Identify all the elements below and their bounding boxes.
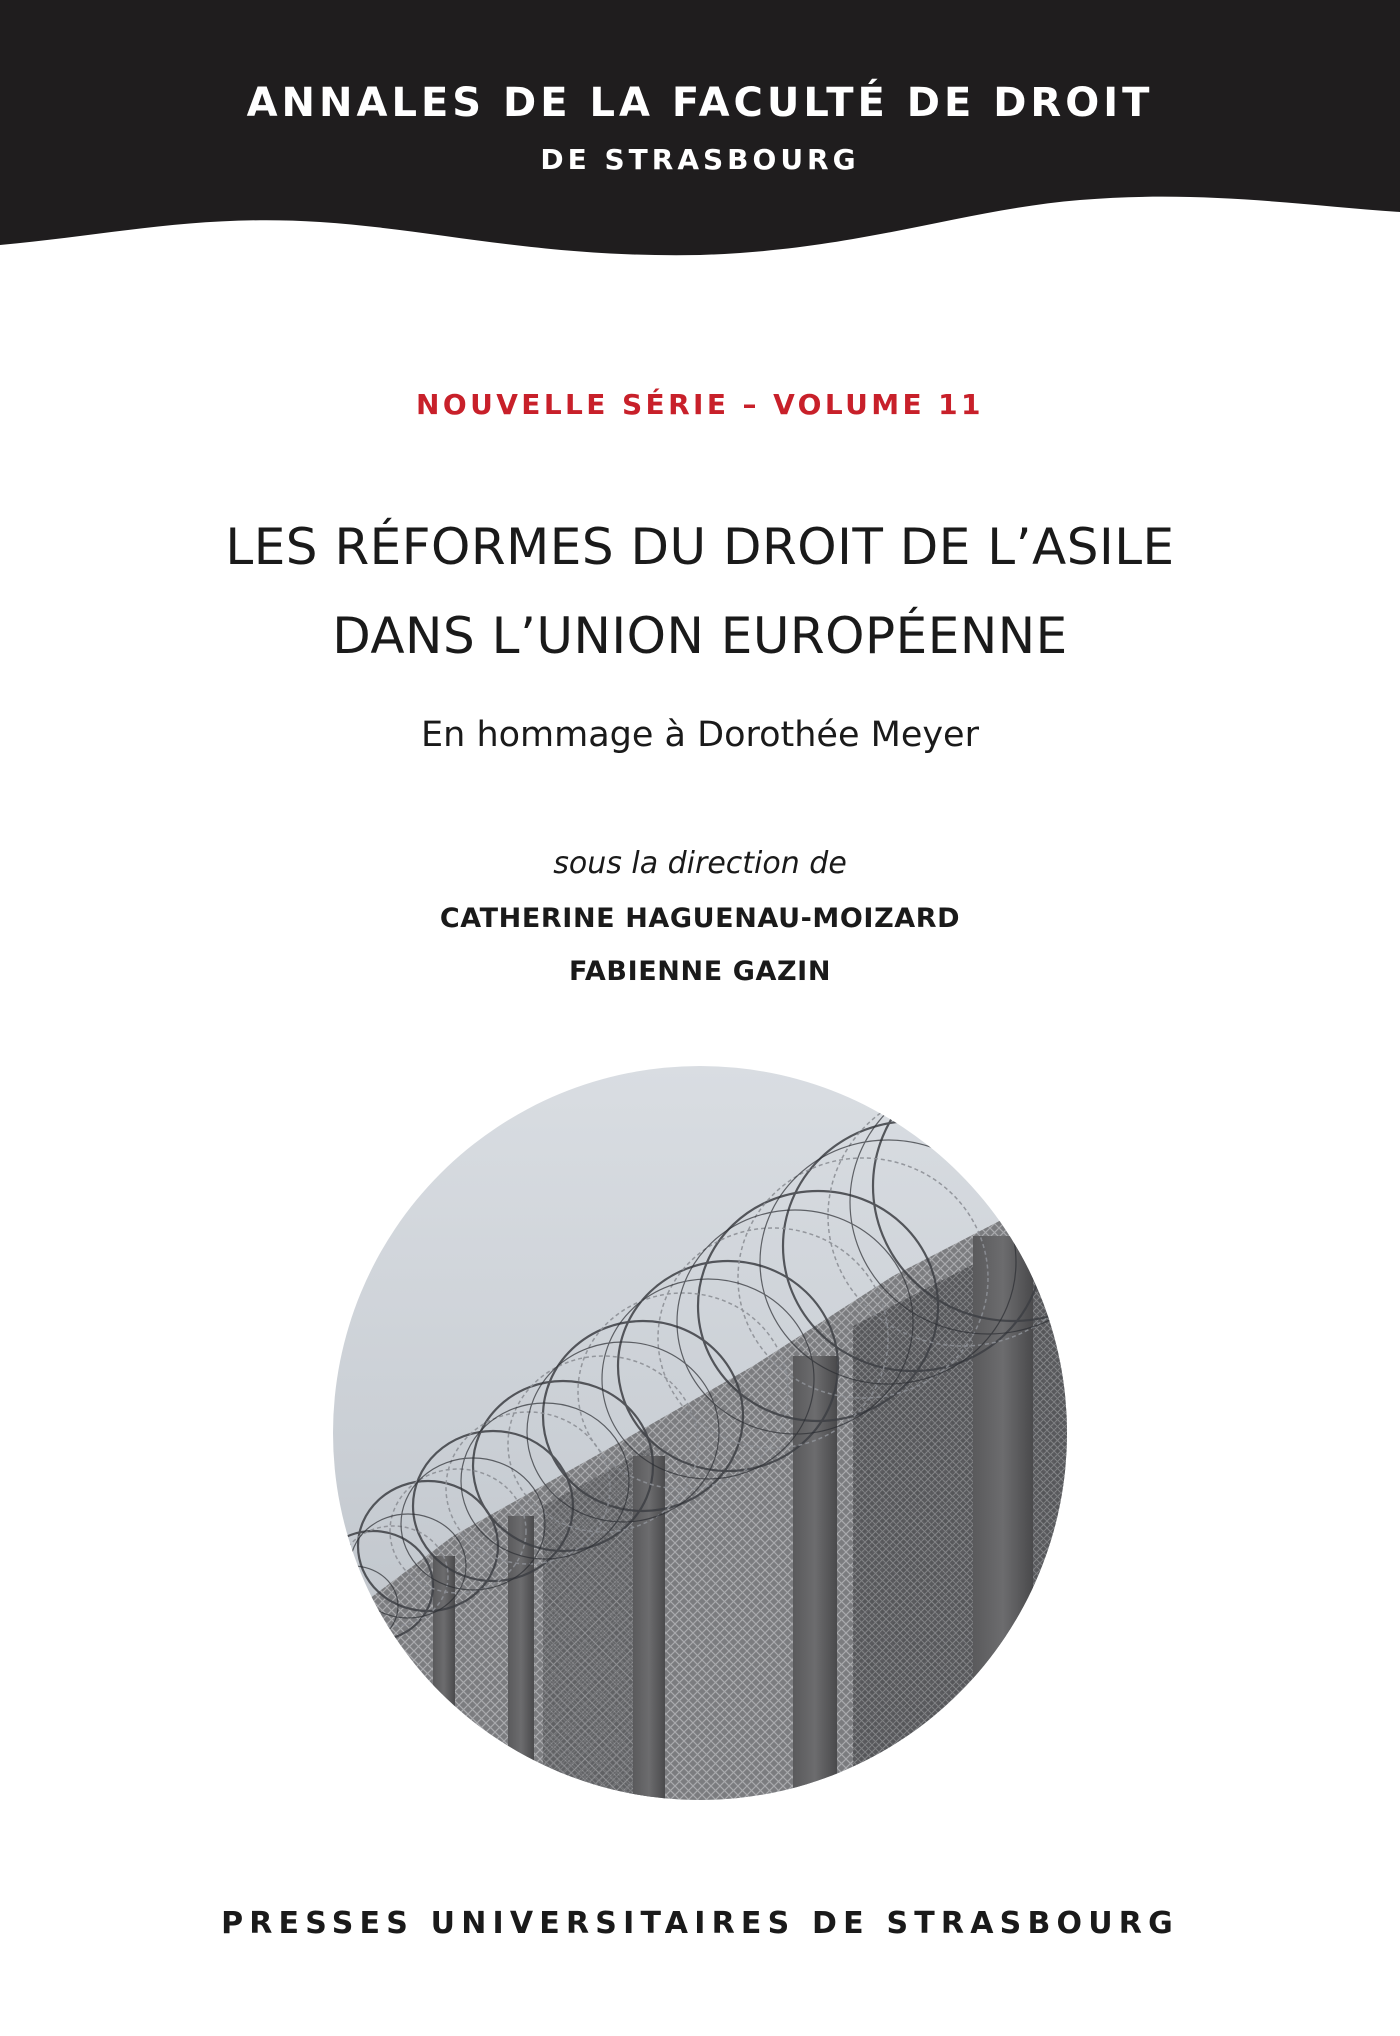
- series-title-line2: DE STRASBOURG: [540, 143, 860, 176]
- direction-label: sous la direction de: [553, 846, 847, 881]
- subtitle: En hommage à Dorothée Meyer: [421, 715, 979, 755]
- editor-name: CATHERINE HAGUENAU-MOIZARD: [439, 903, 961, 934]
- book-title-line2: DANS L’UNION EUROPÉENNE: [332, 607, 1068, 665]
- razor-wire-fence-photo: [333, 1066, 1067, 1800]
- book-title-line1: LES RÉFORMES DU DROIT DE L’ASILE: [225, 518, 1175, 576]
- volume-label: NOUVELLE SÉRIE – VOLUME 11: [416, 388, 984, 421]
- series-title-line1: ANNALES DE LA FACULTÉ DE DROIT: [246, 80, 1154, 126]
- editor-name: FABIENNE GAZIN: [568, 956, 832, 987]
- publisher-name: PRESSES UNIVERSITAIRES DE STRASBOURG: [221, 1906, 1179, 1941]
